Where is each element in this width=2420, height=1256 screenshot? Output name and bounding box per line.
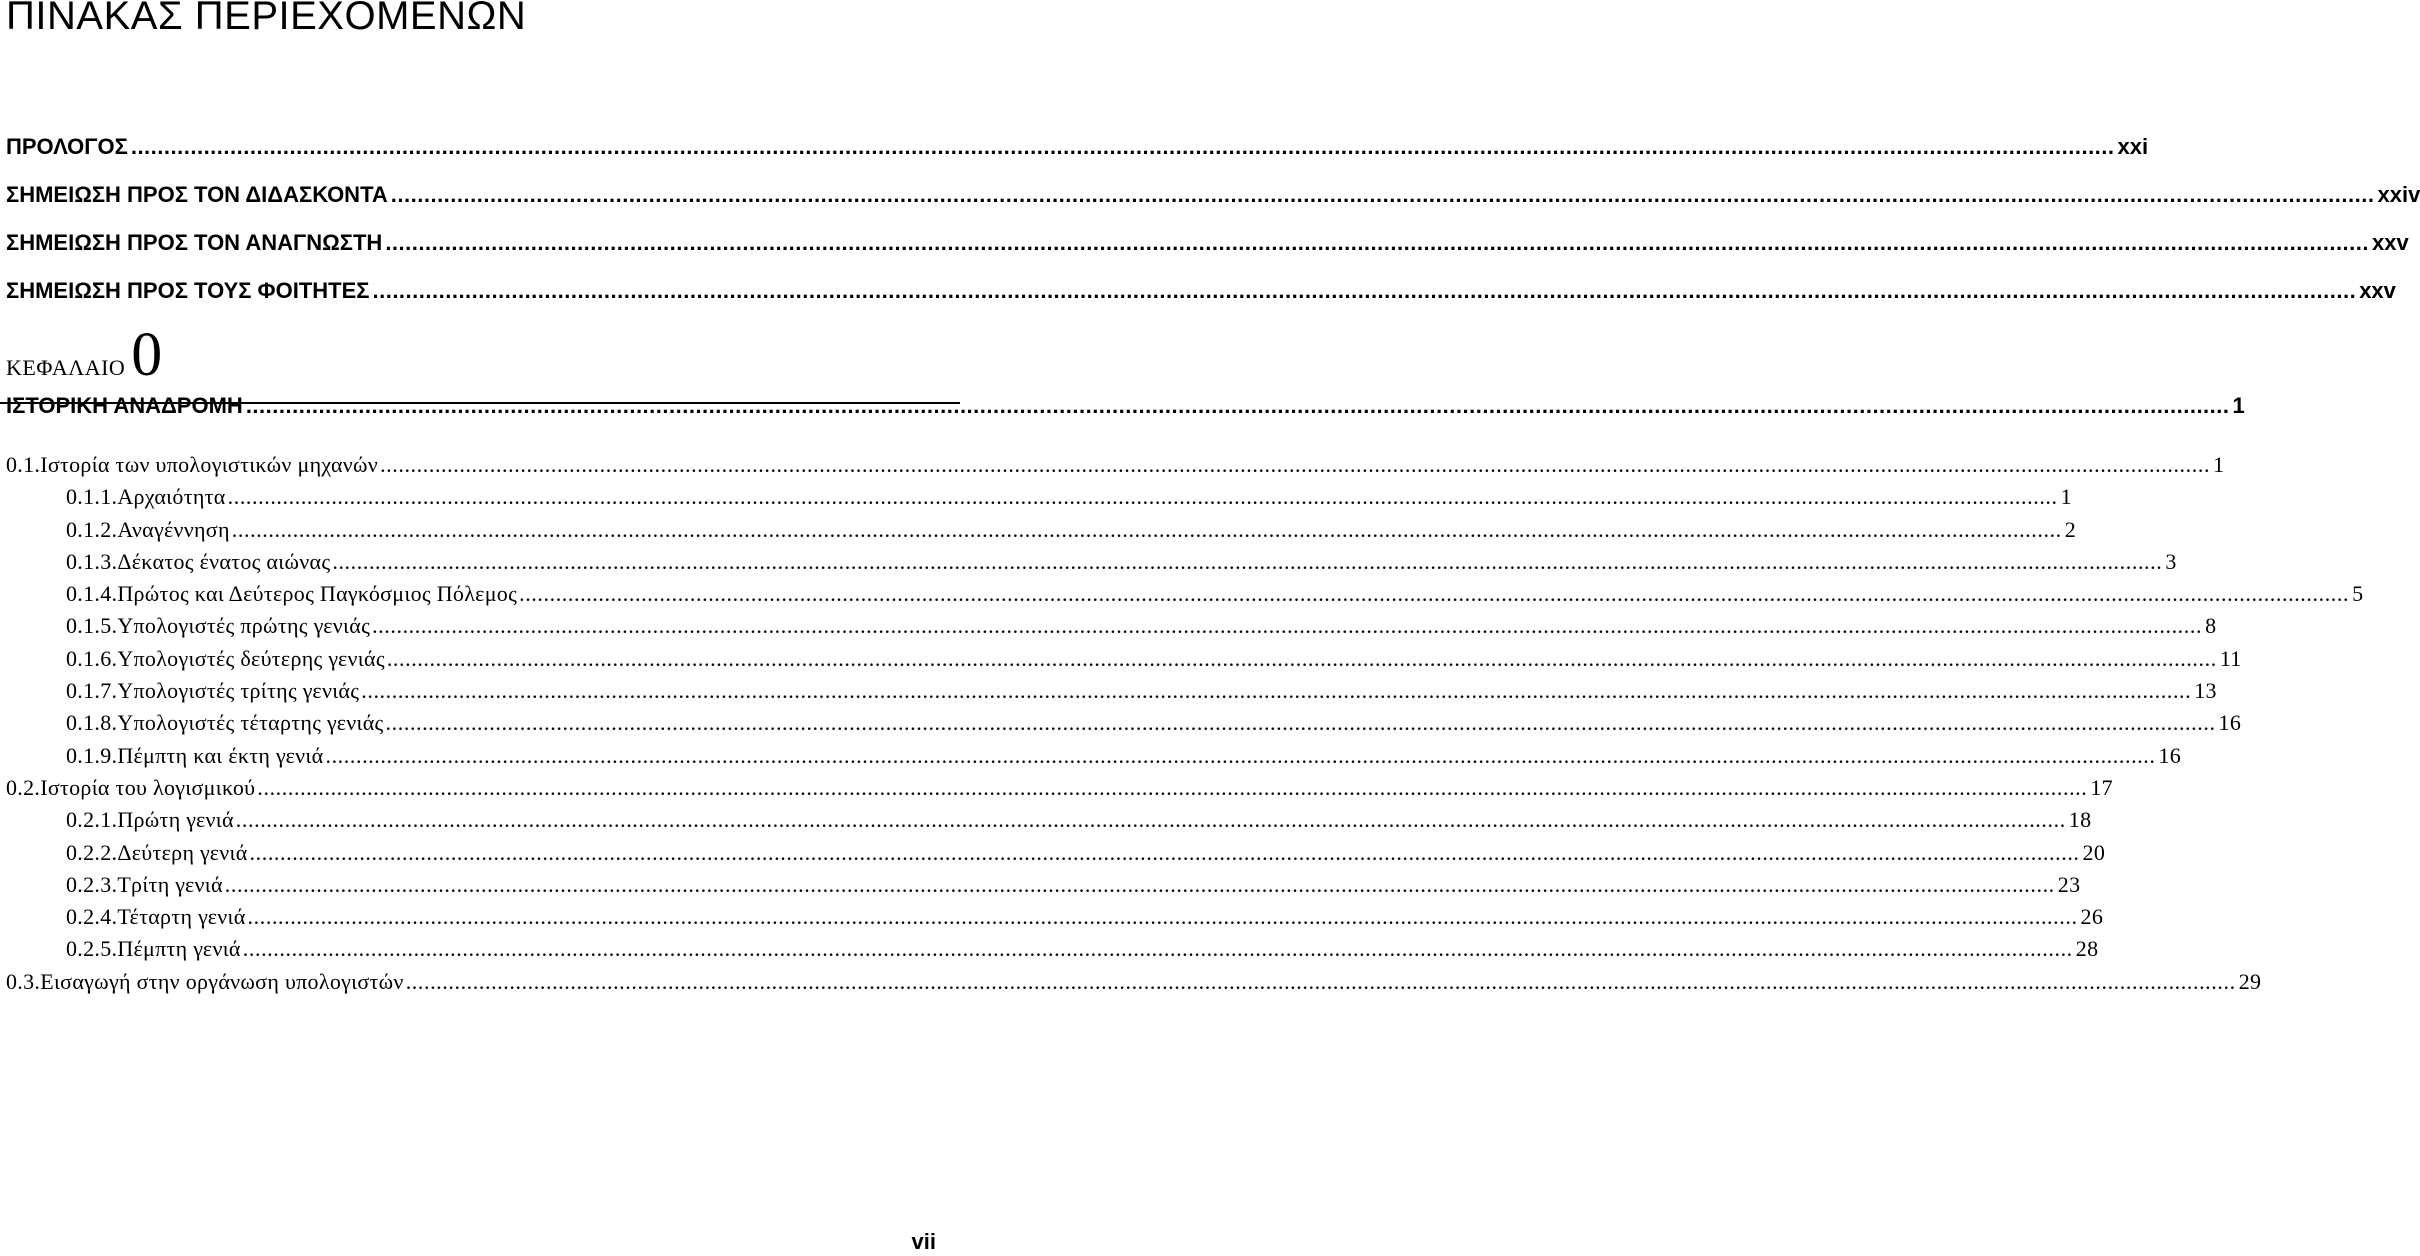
dot-leader: ............................................................................................................................................................................................................................................................................................................ — [405, 968, 2236, 994]
toc-entry[interactable] — [0, 807, 2092, 839]
entry-label: ΠΡΟΛΟΓΟΣ — [6, 134, 128, 159]
entry-text: Πέμπτη και έκτη γενιά — [117, 742, 324, 768]
entry-number: 0.1.7. — [66, 678, 118, 704]
entry-page: 3 — [2165, 548, 2177, 574]
entry-page: 13 — [2194, 678, 2217, 704]
entry-page: 2 — [2064, 516, 2077, 542]
toc-entry[interactable] — [0, 871, 2081, 904]
chapter-title: ΙΣΤΟΡΙΚΗ ΑΝΑΔΡΟΜΗ — [6, 393, 243, 418]
toc-entry[interactable] — [0, 968, 2262, 1001]
toc-entry[interactable] — [0, 774, 2113, 807]
dot-leader: ............................................................................................................................................................................................................................................................................................................ — [224, 871, 2055, 897]
dot-leader: ............................................................................................................................................................................................................................................................................................................ — [386, 645, 2217, 671]
entry-text: Ιστορία των υπολογιστικών μηχανών — [40, 452, 379, 477]
entry-page: 17 — [2090, 774, 2113, 800]
entry-page: 18 — [2068, 807, 2092, 833]
entry-page: 8 — [2205, 613, 2217, 639]
entry-label: ΣΗΜΕΙΩΣΗ ΠΡΟΣ ΤΟΝ ΑΝΑΓΝΩΣΤΗ — [6, 230, 383, 255]
entry-label: ΣΗΜΕΙΩΣΗ ΠΡΟΣ ΤΟΝ ΔΙΔΑΣΚΟΝΤΑ — [6, 182, 388, 207]
entry-text: Τέταρτη γενιά — [117, 904, 246, 930]
entry-text: Υπολογιστές πρώτης γενιάς — [117, 613, 371, 639]
dot-leader: ............................................................................................................................................................................................................................................................................................................ — [242, 936, 2073, 962]
dot-leader: ............................................................................................................................................................................................................................................................................................................ — [390, 182, 2375, 207]
chapter-heading — [6, 320, 162, 391]
dot-leader: ............................................................................................................................................................................................................................................................................................................ — [130, 134, 2115, 159]
toc-entries — [0, 452, 2364, 1001]
entry-text: Πρώτη γενιά — [117, 807, 234, 833]
front-matter-entry-preface[interactable] — [6, 134, 2149, 182]
front-matter-list — [6, 134, 2420, 326]
entry-page: 23 — [2057, 871, 2081, 897]
chapter-word: ΚΕΦΑΛΑΙΟ — [6, 355, 126, 380]
dot-leader: ............................................................................................................................................................................................................................................................................................................ — [249, 839, 2080, 865]
toc-entry[interactable] — [0, 516, 2077, 549]
toc-entry[interactable] — [0, 484, 2072, 516]
toc-entry[interactable] — [0, 936, 2099, 968]
entry-page: 16 — [2158, 742, 2182, 768]
entry-number: 0.2.3. — [66, 871, 118, 897]
front-matter-entry-note-reader[interactable] — [6, 230, 2409, 278]
entry-page: xxv — [2359, 278, 2396, 303]
entry-text: Υπολογιστές δεύτερης γενιάς — [117, 645, 385, 671]
entry-number: 0.2. — [6, 774, 41, 800]
entry-text: Τρίτη γενιά — [117, 871, 223, 897]
dot-leader: ............................................................................................................................................................................................................................................................................................................ — [372, 278, 2357, 303]
entry-page: 29 — [2238, 968, 2262, 994]
dot-leader: ............................................................................................................................................................................................................................................................................................................ — [247, 904, 2078, 930]
entry-text: Πέμπτη γενιά — [117, 936, 241, 962]
toc-entry[interactable] — [0, 452, 2225, 484]
dot-leader: ............................................................................................................................................................................................................................................................................................................ — [385, 710, 2216, 736]
entry-page: 11 — [2219, 645, 2242, 671]
entry-text: Υπολογιστές τρίτης γενιάς — [117, 678, 360, 704]
entry-number: 0.2.2. — [66, 839, 118, 865]
entry-page: 1 — [2232, 393, 2245, 418]
entry-number: 0.1.4. — [66, 581, 118, 607]
dot-leader: ............................................................................................................................................................................................................................................................................................................ — [257, 774, 2088, 800]
dot-leader: ............................................................................................................................................................................................................................................................................................................ — [227, 484, 2058, 510]
dot-leader: ............................................................................................................................................................................................................................................................................................................ — [519, 581, 2350, 607]
page-number: vii — [911, 1229, 936, 1254]
toc-entry[interactable] — [0, 742, 2182, 775]
chapter-number: 0 — [131, 321, 163, 389]
dot-leader: ............................................................................................................................................................................................................................................................................................................ — [245, 393, 2230, 418]
front-matter-entry-note-students[interactable] — [6, 278, 2396, 326]
toc-entry[interactable] — [0, 645, 2242, 678]
front-matter-entry-note-teacher[interactable] — [6, 182, 2420, 230]
entry-number: 0.1.1. — [66, 484, 118, 510]
entry-number: 0.1.3. — [66, 548, 118, 574]
entry-number: 0.1.5. — [66, 613, 118, 639]
chapter-title-entry[interactable] — [6, 393, 2245, 445]
toc-entry[interactable] — [0, 678, 2217, 710]
entry-page: xxi — [2117, 134, 2149, 159]
toc-entry[interactable] — [0, 581, 2364, 613]
dot-leader: ............................................................................................................................................................................................................................................................................................................ — [372, 613, 2203, 639]
entry-text: Δέκατος ένατος αιώνας — [117, 548, 331, 574]
entry-text: Αναγέννηση — [117, 516, 230, 542]
entry-text: Υπολογιστές τέταρτης γενιάς — [117, 710, 384, 736]
entry-page: 16 — [2218, 710, 2242, 736]
dot-leader: ............................................................................................................................................................................................................................................................................................................ — [332, 548, 2163, 574]
entry-number: 0.1.8. — [66, 710, 118, 736]
dot-leader: ............................................................................................................................................................................................................................................................................................................ — [380, 452, 2211, 477]
toc-entry[interactable] — [0, 613, 2217, 645]
toc-entry[interactable] — [0, 710, 2242, 742]
entry-number: 0.1.6. — [66, 645, 118, 671]
dot-leader: ............................................................................................................................................................................................................................................................................................................ — [235, 807, 2066, 833]
entry-text: Ιστορία του λογισμικού — [40, 774, 256, 800]
entry-text: Αρχαιότητα — [117, 484, 226, 510]
toc-entry[interactable] — [0, 904, 2104, 936]
toc-entry[interactable] — [0, 839, 2106, 872]
dot-leader: ............................................................................................................................................................................................................................................................................................................ — [361, 678, 2192, 704]
entry-text: Δεύτερη γενιά — [117, 839, 248, 865]
entry-page: 26 — [2080, 904, 2104, 930]
entry-page: 28 — [2075, 936, 2099, 962]
entry-page: 1 — [2060, 484, 2072, 510]
entry-number: 0.2.1. — [66, 807, 118, 833]
entry-number: 0.2.4. — [66, 904, 118, 930]
dot-leader: ............................................................................................................................................................................................................................................................................................................ — [325, 742, 2156, 768]
entry-label: ΣΗΜΕΙΩΣΗ ΠΡΟΣ ΤΟΥΣ ΦΟΙΤΗΤΕΣ — [6, 278, 370, 303]
entry-text: Εισαγωγή στην οργάνωση υπολογιστών — [40, 968, 404, 994]
entry-page: 5 — [2352, 581, 2364, 607]
entry-text: Πρώτος και Δεύτερος Παγκόσμιος Πόλεμος — [117, 581, 518, 607]
dot-leader: ............................................................................................................................................................................................................................................................................................................ — [231, 516, 2062, 542]
entry-number: 0.1.9. — [66, 742, 118, 768]
entry-page: 20 — [2082, 839, 2106, 865]
entry-page: 1 — [2213, 452, 2225, 477]
entry-number: 0.1.2. — [66, 516, 118, 542]
entry-page: xxiv — [2377, 182, 2420, 207]
entry-page: xxv — [2372, 230, 2409, 255]
entry-number: 0.3. — [6, 968, 41, 994]
toc-title: ΠΙΝΑΚΑΣ ΠΕΡΙΕΧΟΜΕΝΩΝ — [6, 0, 527, 38]
toc-entry[interactable] — [0, 548, 2177, 581]
entry-number: 0.1. — [6, 452, 41, 477]
entry-number: 0.2.5. — [66, 936, 118, 962]
dot-leader: ............................................................................................................................................................................................................................................................................................................ — [385, 230, 2370, 255]
